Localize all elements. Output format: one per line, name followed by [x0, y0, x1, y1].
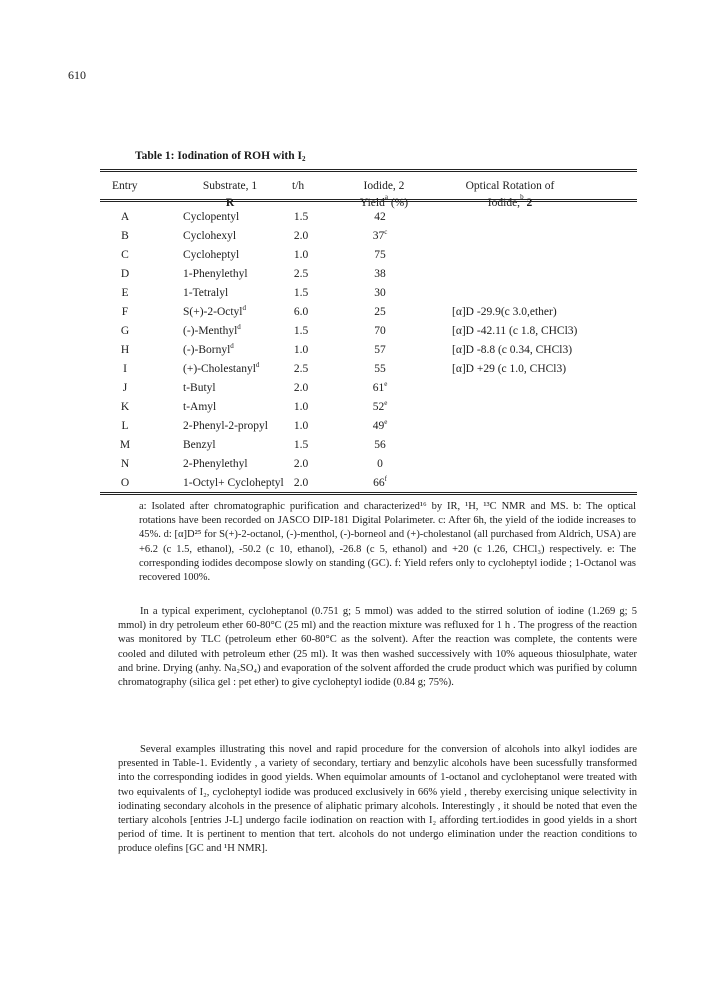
- cell-yield-value: 66: [373, 477, 385, 489]
- cell-substrate-text: 1-Phenylethyl: [183, 268, 248, 280]
- cell-entry: L: [121, 420, 129, 432]
- cell-substrate-footnote-mark: d: [230, 342, 234, 350]
- cell-substrate-footnote-mark: d: [255, 361, 260, 369]
- table-header-rule: [100, 199, 637, 200]
- cell-substrate-text: 1-Octyl+ Cycloheptyl: [183, 477, 284, 489]
- cell-yield-value: 56: [374, 439, 386, 451]
- cell-substrate-text: (-)-Menthyl: [183, 325, 238, 337]
- header-iodide: [354, 178, 414, 212]
- header-substrate: [190, 178, 270, 212]
- cell-optical-rotation: [α]D -42.11 (c 1.8, CHCl3): [452, 325, 578, 337]
- cell-yield-value: 0: [377, 458, 383, 470]
- cell-yield-value: 25: [374, 306, 386, 318]
- cell-entry: O: [120, 477, 130, 489]
- header-yield-unit: (%): [387, 197, 409, 209]
- cell-substrate-text: Benzyl: [183, 439, 216, 451]
- cell-time: 6.0: [293, 306, 309, 318]
- cell-substrate: [183, 477, 284, 489]
- paragraph-experimental: In a typical experiment, cycloheptanol (0.751 g; 5 mmol) was added to the stirred solution of iodine (1.269 g; 5 mmol) in dry petroleum ether 60-80°C (25 ml) and the reaction mixture was refluxed for 1 h . The progress of the reaction was monitored by TLC (petroleum ether 60-80°C as the solvent). After the reaction was complete, the contents were cooled and diluted with petroleum ether (25 ml). It was then washed successively with 10% aqueous thiosulphate, water and brine. Drying (anhy. Na₂SO₄) and evaporation of the solvent afforded the crude product which was purified by column chromatography (silica gel : pet ether) to give cycloheptyl iodide (0.84 g; 75%).: [118, 606, 637, 689]
- table-caption-text: Table 1: Iodination of ROH with I: [135, 150, 302, 162]
- cell-substrate-text: 2-Phenylethyl: [183, 458, 248, 470]
- cell-substrate: [183, 287, 228, 299]
- header-optical-compound: 2: [523, 197, 533, 209]
- cell-time: 2.5: [293, 363, 309, 375]
- header-yield-footnote-mark: a: [384, 193, 388, 201]
- header-optical-line1: Optical Rotation of: [465, 180, 555, 192]
- cell-time: 1.0: [293, 401, 309, 413]
- cell-substrate-text: Cyclopentyl: [183, 211, 240, 223]
- header-optical-footnote-mark: b: [520, 193, 524, 201]
- table-row: [0, 342, 720, 361]
- cell-yield: [360, 249, 400, 261]
- cell-entry: N: [120, 458, 130, 470]
- cell-entry: M: [119, 439, 131, 451]
- cell-substrate: [183, 211, 239, 223]
- cell-yield-value: 61: [372, 382, 385, 394]
- paragraph-discussion: Several examples illustrating this novel and rapid procedure for the conversion of alcohols into alkyl iodides are presented in Table-1. Evidently , a variety of secondary, tertiary and benzylic alcohols have been sucessfully transformed into the corresponding iodides in good yields. When equimolar amounts of 1-octanol and cycloheptanol were treated with two equivalents of I₂, cycloheptyl iodide was produced exclusively in 66% yield , thereby exercising unique selectivity in iodinating secondary alcohols in the presence of aliphatic primary alcohols. Interestingly , it should be noted that even the tertiary alcohols [entries J-L] undergo facile iodination on reaction with I₂ affording tert.iodides in good yields in a short period of time. It is pertinent to mention that tert. alcohols do not undergo elimination under the reaction conditions to produce olefins [GC and ¹H NMR].: [118, 744, 637, 855]
- cell-yield: [360, 211, 400, 223]
- cell-entry: I: [123, 363, 127, 375]
- table-bottom-rule-inner: [100, 494, 637, 495]
- cell-yield-value: 49: [372, 420, 385, 432]
- header-time: t/h: [292, 180, 305, 192]
- cell-substrate: [183, 363, 259, 375]
- cell-substrate-text: t-Butyl: [183, 382, 216, 394]
- cell-substrate-text: Cyclohexyl: [183, 230, 237, 242]
- cell-yield-value: 75: [374, 249, 386, 261]
- page-number: 610: [68, 68, 86, 82]
- cell-time: 2.0: [293, 230, 309, 242]
- cell-yield-value: 57: [374, 344, 386, 356]
- cell-time: 1.0: [293, 420, 309, 432]
- cell-substrate-text: S(+)-2-Octyl: [183, 306, 243, 318]
- cell-time: 2.5: [293, 268, 309, 280]
- cell-time: 2.0: [293, 382, 309, 394]
- cell-yield: [360, 344, 400, 356]
- cell-time: 1.5: [293, 325, 309, 337]
- cell-substrate: [183, 439, 216, 451]
- cell-yield-value: 30: [374, 287, 386, 299]
- table-row: [0, 399, 720, 418]
- cell-yield-footnote-mark: e: [384, 380, 388, 388]
- table-row: [0, 380, 720, 399]
- table-top-rule: [100, 169, 637, 170]
- cell-entry: A: [120, 211, 130, 223]
- header-iodide-line1: Iodide, 2: [363, 180, 405, 192]
- cell-yield-value: 37: [372, 230, 385, 242]
- cell-entry: H: [120, 344, 130, 356]
- cell-entry: J: [122, 382, 128, 394]
- cell-yield: [360, 325, 400, 337]
- cell-yield-footnote-mark: e: [384, 399, 388, 407]
- cell-substrate: [183, 268, 248, 280]
- cell-yield-value: 38: [374, 268, 386, 280]
- table-row: [0, 209, 720, 228]
- cell-time: 1.0: [293, 344, 309, 356]
- cell-yield: [360, 477, 400, 489]
- cell-substrate: [183, 306, 246, 318]
- cell-substrate-text: 1-Tetralyl: [183, 287, 229, 299]
- cell-yield: [360, 420, 400, 432]
- cell-time: 1.5: [293, 287, 309, 299]
- cell-yield: [360, 230, 400, 242]
- cell-time: 1.5: [293, 211, 309, 223]
- cell-time: 2.0: [293, 458, 309, 470]
- table-top-rule-inner: [100, 171, 637, 172]
- cell-time: 1.5: [293, 439, 309, 451]
- cell-yield: [360, 287, 400, 299]
- header-substrate-line1: Substrate, 1: [202, 180, 258, 192]
- cell-substrate: [183, 230, 236, 242]
- table-row: [0, 418, 720, 437]
- table-body: [0, 209, 720, 494]
- table-header-rule-inner: [100, 201, 637, 202]
- table-row: [0, 285, 720, 304]
- table-row: [0, 456, 720, 475]
- cell-substrate-footnote-mark: d: [242, 304, 246, 312]
- cell-substrate: [183, 420, 268, 432]
- cell-yield-footnote-mark: e: [384, 418, 388, 426]
- table-caption: [135, 150, 306, 162]
- cell-yield-footnote-mark: c: [384, 228, 388, 236]
- table-footnotes: a: Isolated after chromatographic purification and characterized¹⁶ by IR, ¹H, ¹³C NMR and MS. b: The optical rotations have been recorded on JASCO DIP-181 Digital Polarimeter. c: After 6h, the yield of the iodide increases to 45%. d: [α]D²⁵ for S(+)-2-octanol, (-)-menthol, (-)-borneol and (+)-cholestanol (all purchased from Aldrich, USA) are +6.2 (c 1.5, ethanol), -50.2 (c 10, ethanol), -26.8 (c 5, ethanol) and +20 (c 1.26, CHCl₃) respectively. e: The corresponding iodides decompose slowly on standing (GC). f: Yield refers only to cycloheptyl iodide ; 1-Octanol was recovered 100%.: [139, 501, 636, 584]
- cell-entry: D: [120, 268, 130, 280]
- cell-substrate: [183, 458, 248, 470]
- cell-optical-rotation: [α]D -29.9(c 3.0,ether): [452, 306, 557, 318]
- cell-substrate-text: (+)-Cholestanyl: [183, 363, 256, 375]
- header-optical-rotation: [440, 178, 580, 212]
- cell-substrate-footnote-mark: d: [237, 323, 241, 331]
- table-caption-subscript: 2: [302, 155, 306, 163]
- cell-yield: [360, 363, 400, 375]
- cell-substrate: [183, 401, 216, 413]
- cell-time: 2.0: [293, 477, 309, 489]
- cell-substrate: [183, 249, 239, 261]
- cell-entry: F: [121, 306, 129, 318]
- cell-substrate: [183, 344, 234, 356]
- cell-substrate-text: 2-Phenyl-2-propyl: [183, 420, 268, 432]
- cell-substrate-text: t-Amyl: [183, 401, 217, 413]
- header-substrate-line2: R: [225, 197, 235, 209]
- cell-entry: K: [120, 401, 130, 413]
- table-row: [0, 323, 720, 342]
- cell-substrate: [183, 382, 216, 394]
- cell-yield: [360, 458, 400, 470]
- cell-entry: B: [121, 230, 129, 242]
- cell-yield-value: 70: [374, 325, 386, 337]
- cell-optical-rotation: [α]D -8.8 (c 0.34, CHCl3): [452, 344, 573, 356]
- table-row: [0, 361, 720, 380]
- table-row: [0, 437, 720, 456]
- cell-substrate-text: (-)-Bornyl: [183, 344, 231, 356]
- table-row: [0, 266, 720, 285]
- cell-yield: [360, 268, 400, 280]
- cell-yield: [360, 306, 400, 318]
- cell-yield-value: 52: [372, 401, 385, 413]
- cell-entry: E: [121, 287, 129, 299]
- table-bottom-rule: [100, 492, 637, 493]
- cell-entry: C: [121, 249, 129, 261]
- header-optical-label: Iodide,: [487, 197, 521, 209]
- cell-entry: G: [120, 325, 130, 337]
- cell-substrate-text: Cycloheptyl: [183, 249, 240, 261]
- cell-yield: [360, 439, 400, 451]
- header-entry: Entry: [112, 180, 138, 192]
- cell-yield: [360, 401, 400, 413]
- table-row: [0, 247, 720, 266]
- cell-time: 1.0: [293, 249, 309, 261]
- header-yield-label: Yield: [359, 197, 385, 209]
- cell-optical-rotation: [α]D +29 (c 1.0, CHCl3): [452, 363, 567, 375]
- cell-yield-value: 42: [374, 211, 386, 223]
- table-row: [0, 304, 720, 323]
- table-row: [0, 228, 720, 247]
- cell-yield-value: 55: [374, 363, 386, 375]
- cell-yield: [360, 382, 400, 394]
- cell-substrate: [183, 325, 241, 337]
- cell-yield-footnote-mark: f: [384, 475, 387, 483]
